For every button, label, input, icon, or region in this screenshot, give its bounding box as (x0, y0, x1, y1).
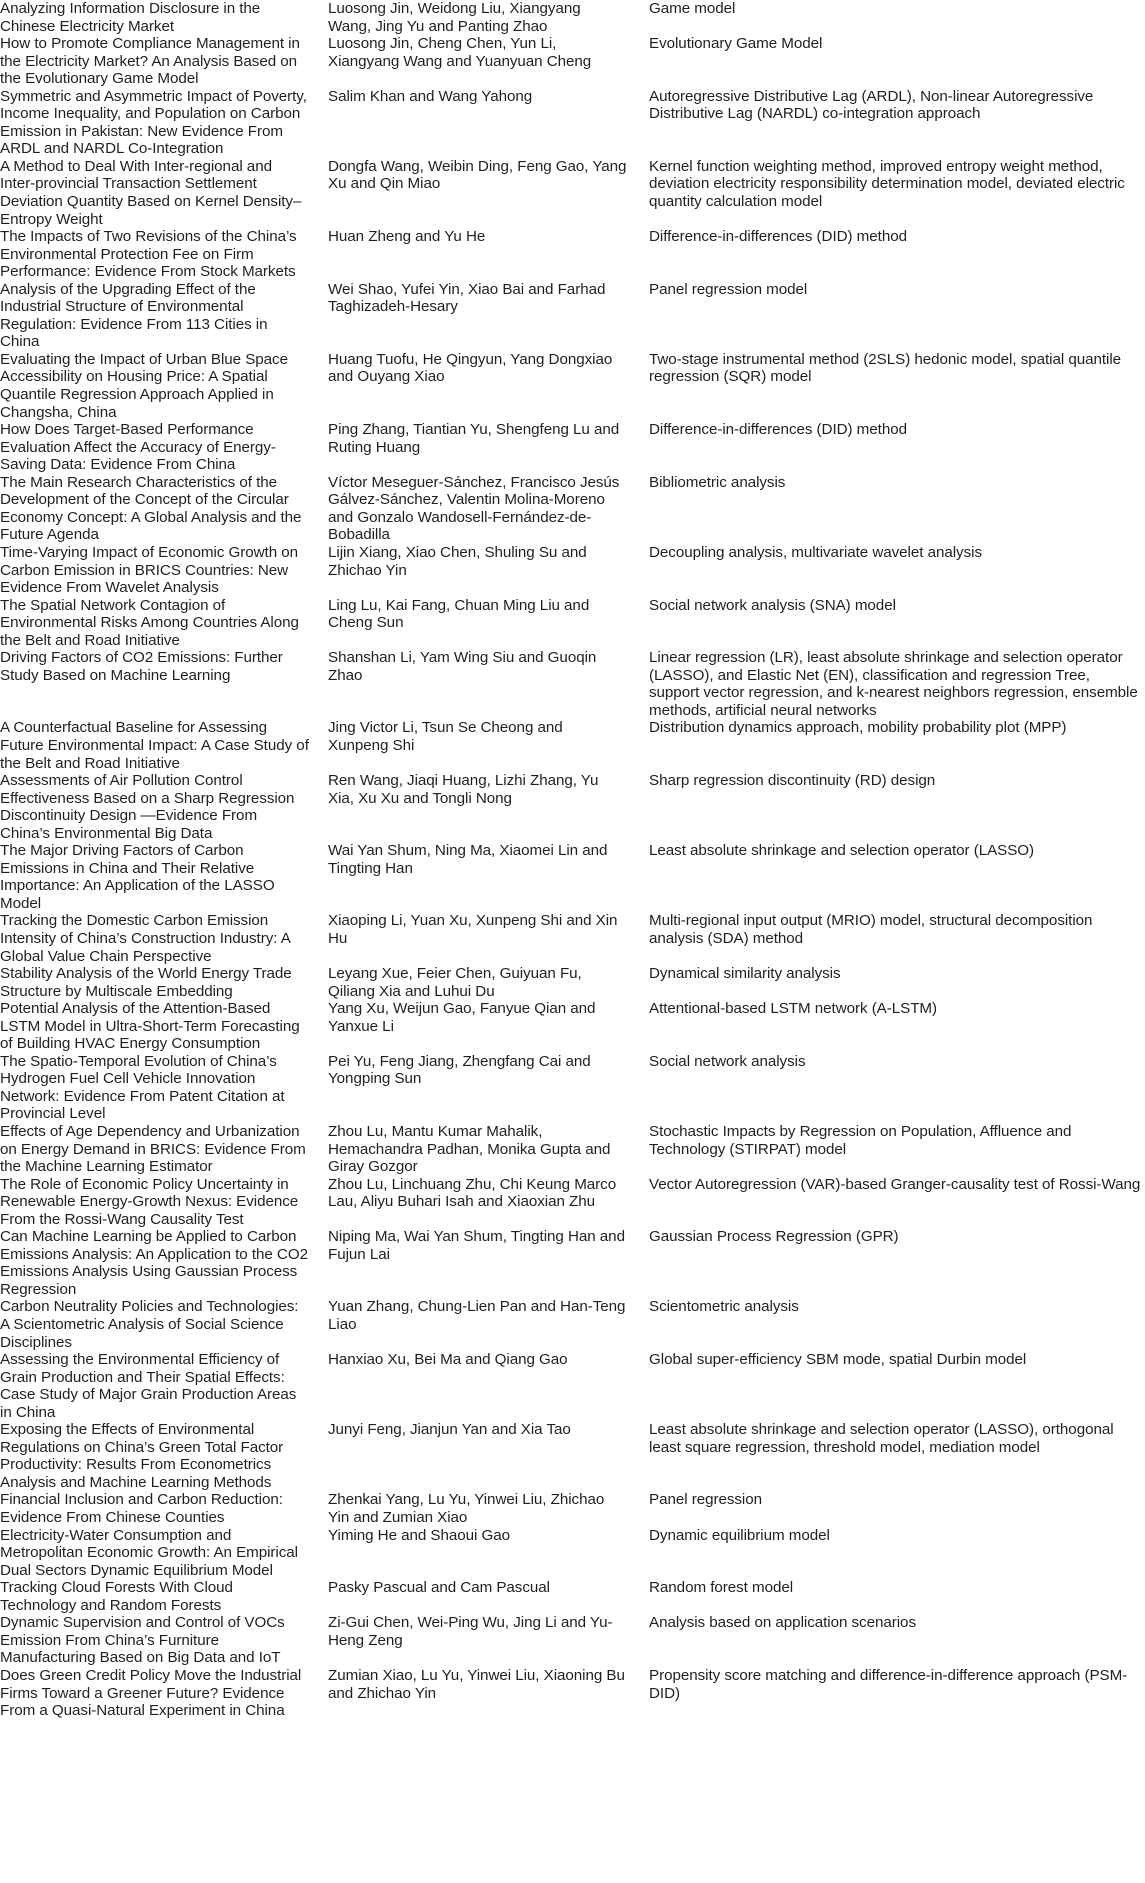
cell-method (649, 474, 1145, 544)
table-row (0, 1614, 1145, 1667)
cell-paper-title (0, 474, 322, 544)
method-text: Attentional-based LSTM network (A-LSTM) (649, 1000, 938, 1018)
cell-method (649, 1298, 1145, 1351)
cell-method (649, 351, 1145, 421)
cell-paper-title (0, 1614, 322, 1667)
cell-method (649, 1053, 1145, 1123)
cell-method (649, 1228, 1145, 1298)
cell-method (649, 35, 1145, 88)
authors-text: Yuan Zhang, Chung-Lien Pan and Han-Teng Liao (328, 1298, 630, 1334)
cell-paper-title (0, 281, 322, 351)
paper-title-text: Electricity-Water Consumption and Metropolitan Economic Growth: An Empirical Dual Sectors Dynamic Equilibrium Model (0, 1526, 303, 1579)
method-text: Two-stage instrumental method (2SLS) hedonic model, spatial quantile regression (SQR) model (649, 350, 1126, 386)
paper-title-text: A Counterfactual Baseline for Assessing Future Environmental Impact: A Case Study of the Belt and Road Initiative (0, 719, 314, 772)
authors-text: Pasky Pascual and Cam Pascual (328, 1579, 550, 1597)
cell-authors (328, 158, 643, 228)
cell-method (649, 965, 1145, 1000)
method-text: Social network analysis (SNA) model (649, 596, 896, 614)
paper-title-text: The Main Research Characteristics of the Development of the Concept of the Circular Economy Concept: A Global Analysis and the Future Agenda (0, 473, 306, 544)
authors-text: Wai Yan Shum, Ning Ma, Xiaomei Lin and Tingting Han (328, 842, 612, 877)
paper-title-text: Assessments of Air Pollution Control Effectiveness Based on a Sharp Regression Discontinuity Design —Evidence From China’s Environmental Big Data (0, 772, 299, 842)
cell-authors (328, 719, 643, 772)
paper-title-text: The Impacts of Two Revisions of the China’s Environmental Protection Fee on Firm Performance: Evidence From Stock Markets (0, 228, 301, 281)
method-text: Stochastic Impacts by Regression on Population, Affluence and Technology (STIRPAT) model (649, 1123, 1076, 1158)
cell-authors (328, 772, 643, 842)
paper-title-text: How to Promote Compliance Management in the Electricity Market? An Analysis Based on the Evolutionary Game Model (0, 35, 305, 88)
authors-text: Yang Xu, Weijun Gao, Fanyue Qian and Yanxue Li (328, 1000, 600, 1035)
paper-title-text: Can Machine Learning be Applied to Carbon Emissions Analysis: An Application to the CO2 Emissions Analysis Using Gaussian Process Regression (0, 1228, 313, 1298)
table-row (0, 0, 1145, 35)
authors-text: Salim Khan and Wang Yahong (328, 87, 533, 105)
paper-title-text: Symmetric and Asymmetric Impact of Poverty, Income Inequality, and Population on Carbon Emission in Pakistan: New Evidence From ARDL and NARDL Co-Integration (0, 87, 312, 158)
table-row (0, 228, 1145, 281)
cell-authors (328, 1000, 643, 1053)
method-text: Kernel function weighting method, improved entropy weight method, deviation electricity responsibility determination model, deviated electric quantity calculation model (649, 157, 1129, 211)
cell-method (649, 1421, 1145, 1491)
cell-authors (328, 1579, 643, 1614)
authors-text: Zhenkai Yang, Lu Yu, Yinwei Liu, Zhichao Yin and Zumian Xiao (328, 1491, 609, 1527)
authors-text: Ren Wang, Jiaqi Huang, Lizhi Zhang, Yu Xia, Xu Xu and Tongli Nong (328, 772, 603, 807)
authors-text: Zhou Lu, Linchuang Zhu, Chi Keung Marco Lau, Aliyu Buhari Isah and Xiaoxian Zhu (328, 1175, 621, 1211)
table-row (0, 1123, 1145, 1176)
cell-paper-title (0, 421, 322, 474)
method-text: Scientometric analysis (649, 1298, 799, 1316)
cell-paper-title (0, 544, 322, 597)
cell-authors (328, 474, 643, 544)
authors-text: Dongfa Wang, Weibin Ding, Feng Gao, Yang Xu and Qin Miao (328, 157, 631, 193)
cell-authors (328, 1491, 643, 1526)
cell-method (649, 158, 1145, 228)
method-text: Game model (649, 0, 736, 17)
cell-paper-title (0, 1000, 322, 1053)
cell-paper-title (0, 1228, 322, 1298)
cell-method (649, 281, 1145, 351)
table-row (0, 88, 1145, 158)
authors-text: Víctor Meseguer-Sánchez, Francisco Jesús Gálvez-Sánchez, Valentin Molina-Moreno and Gonzalo Wandosell-Fernández-de-Bobadilla (328, 473, 624, 544)
cell-paper-title (0, 1298, 322, 1351)
cell-method (649, 1614, 1145, 1667)
authors-text: Yiming He and Shaoui Gao (328, 1526, 511, 1544)
authors-text: Hanxiao Xu, Bei Ma and Qiang Gao (328, 1351, 568, 1369)
cell-authors (328, 1228, 643, 1298)
authors-text: Ling Lu, Kai Fang, Chuan Ming Liu and Cheng Sun (328, 596, 594, 632)
cell-paper-title (0, 1421, 322, 1491)
paper-title-text: The Major Driving Factors of Carbon Emissions in China and Their Relative Importance: An Application of the LASSO Model (0, 842, 279, 912)
authors-text: Lijin Xiang, Xiao Chen, Shuling Su and Zhichao Yin (328, 543, 591, 579)
paper-title-text: Analysis of the Upgrading Effect of the Industrial Structure of Environmental Regulation: Evidence From 113 Cities in China (0, 280, 272, 351)
table-row (0, 158, 1145, 228)
authors-text: Niping Ma, Wai Yan Shum, Tingting Han and Fujun Lai (328, 1228, 630, 1263)
cell-authors (328, 1421, 643, 1491)
cell-authors (328, 1614, 643, 1667)
cell-authors (328, 351, 643, 421)
paper-title-text: Effects of Age Dependency and Urbanization on Energy Demand in BRICS: Evidence From the Machine Learning Estimator (0, 1123, 310, 1176)
cell-paper-title (0, 158, 322, 228)
authors-text: Xiaoping Li, Yuan Xu, Xunpeng Shi and Xin Hu (328, 912, 622, 947)
paper-title-text: Tracking the Domestic Carbon Emission Intensity of China’s Construction Industry: A Global Value Chain Perspective (0, 912, 295, 965)
cell-paper-title (0, 1667, 322, 1720)
paper-title-text: A Method to Deal With Inter-regional and Inter-provincial Transaction Settlement Deviation Quantity Based on Kernel Density–Entropy Weight (0, 157, 302, 228)
method-text: Panel regression model (649, 280, 808, 298)
table-row (0, 1527, 1145, 1580)
authors-text: Shanshan Li, Yam Wing Siu and Guoqin Zhao (328, 649, 601, 684)
authors-text: Ping Zhang, Tiantian Yu, Shengfeng Lu and Ruting Huang (328, 421, 624, 456)
table-row (0, 474, 1145, 544)
cell-authors (328, 88, 643, 158)
cell-method (649, 1667, 1145, 1720)
cell-authors (328, 35, 643, 88)
cell-authors (328, 0, 643, 35)
cell-method (649, 1176, 1145, 1229)
method-text: Evolutionary Game Model (649, 35, 823, 53)
paper-title-text: Driving Factors of CO2 Emissions: Further Study Based on Machine Learning (0, 649, 287, 684)
method-text: Autoregressive Distributive Lag (ARDL), Non-linear Autoregressive Distributive Lag (NARDL) co-integration approach (649, 87, 1098, 123)
method-text: Difference-in-differences (DID) method (649, 228, 907, 246)
paper-title-text: The Spatial Network Contagion of Environmental Risks Among Countries Along the Belt and Road Initiative (0, 596, 304, 649)
cell-authors (328, 649, 643, 719)
cell-method (649, 1491, 1145, 1526)
cell-method (649, 1123, 1145, 1176)
authors-text: Zumian Xiao, Lu Yu, Yinwei Liu, Xiaoning Bu and Zhichao Yin (328, 1666, 630, 1702)
cell-paper-title (0, 965, 322, 1000)
paper-title-text: Carbon Neutrality Policies and Technologies: A Scientometric Analysis of Social Science Disciplines (0, 1298, 302, 1351)
cell-paper-title (0, 0, 322, 35)
paper-title-text: Tracking Cloud Forests With Cloud Technology and Random Forests (0, 1579, 237, 1614)
paper-title-text: Exposing the Effects of Environmental Regulations on China’s Green Total Factor Productivity: Results From Econometrics Analysis and Machine Learning Methods (0, 1421, 288, 1491)
cell-authors (328, 281, 643, 351)
paper-title-text: Time-Varying Impact of Economic Growth on Carbon Emission in BRICS Countries: New Evidence From Wavelet Analysis (0, 543, 303, 597)
paper-title-text: The Role of Economic Policy Uncertainty in Renewable Energy-Growth Nexus: Evidence From the Rossi-Wang Causality Test (0, 1175, 303, 1228)
cell-authors (328, 965, 643, 1000)
table-row (0, 1579, 1145, 1614)
paper-title-text: How Does Target-Based Performance Evaluation Affect the Accuracy of Energy-Saving Data: Evidence From China (0, 421, 276, 474)
table-row (0, 421, 1145, 474)
cell-authors (328, 597, 643, 650)
authors-text: Huan Zheng and Yu He (328, 228, 486, 246)
method-text: Difference-in-differences (DID) method (649, 421, 907, 439)
cell-method (649, 772, 1145, 842)
table-row (0, 544, 1145, 597)
method-text: Panel regression (649, 1491, 763, 1509)
table-row (0, 1000, 1145, 1053)
cell-paper-title (0, 1053, 322, 1123)
authors-text: Leyang Xue, Feier Chen, Guiyuan Fu, Qiliang Xia and Luhui Du (328, 965, 586, 1000)
cell-authors (328, 1298, 643, 1351)
method-text: Global super-efficiency SBM mode, spatial Durbin model (649, 1351, 1027, 1369)
table-row (0, 281, 1145, 351)
cell-paper-title (0, 88, 322, 158)
table-row (0, 1491, 1145, 1526)
cell-method (649, 88, 1145, 158)
authors-text: Wei Shao, Yufei Yin, Xiao Bai and Farhad Taghizadeh-Hesary (328, 280, 610, 316)
cell-method (649, 719, 1145, 772)
cell-paper-title (0, 351, 322, 421)
method-text: Distribution dynamics approach, mobility probability plot (MPP) (649, 719, 1067, 737)
cell-method (649, 842, 1145, 912)
paper-title-text: Analyzing Information Disclosure in the Chinese Electricity Market (0, 0, 265, 35)
authors-text: Zi-Gui Chen, Wei-Ping Wu, Jing Li and Yu-Heng Zeng (328, 1614, 613, 1649)
table-row (0, 597, 1145, 650)
table-row (0, 1351, 1145, 1421)
cell-paper-title (0, 35, 322, 88)
cell-paper-title (0, 772, 322, 842)
authors-text: Pei Yu, Feng Jiang, Zhengfang Cai and Yongping Sun (328, 1052, 595, 1088)
cell-method (649, 544, 1145, 597)
cell-method (649, 649, 1145, 719)
table-row (0, 842, 1145, 912)
table-row (0, 351, 1145, 421)
table-row (0, 35, 1145, 88)
cell-authors (328, 228, 643, 281)
table-row (0, 965, 1145, 1000)
paper-title-text: Evaluating the Impact of Urban Blue Space Accessibility on Housing Price: A Spatial Quantile Regression Approach Applied in Changsha, China (0, 350, 292, 421)
table-row (0, 772, 1145, 842)
authors-text: Junyi Feng, Jianjun Yan and Xia Tao (328, 1421, 571, 1439)
method-text: Social network analysis (649, 1052, 806, 1070)
paper-title-text: The Spatio-Temporal Evolution of China’s Hydrogen Fuel Cell Vehicle Innovation Network: Evidence From Patent Citation at Provincial Level (0, 1052, 289, 1123)
table-row (0, 1228, 1145, 1298)
table-row (0, 1667, 1145, 1720)
cell-paper-title (0, 1351, 322, 1421)
cell-method (649, 1527, 1145, 1580)
cell-method (649, 1579, 1145, 1614)
authors-text: Luosong Jin, Cheng Chen, Yun Li, Xiangyang Wang and Yuanyuan Cheng (328, 35, 592, 70)
method-text: Gaussian Process Regression (GPR) (649, 1228, 899, 1246)
cell-paper-title (0, 1579, 322, 1614)
method-text: Bibliometric analysis (649, 473, 786, 491)
cell-paper-title (0, 228, 322, 281)
method-text: Least absolute shrinkage and selection operator (LASSO), orthogonal least square regression, threshold model, mediation model (649, 1421, 1118, 1456)
cell-authors (328, 1053, 643, 1123)
cell-method (649, 421, 1145, 474)
method-text: Propensity score matching and difference-in-difference approach (PSM-DID) (649, 1666, 1128, 1702)
method-text: Dynamical similarity analysis (649, 965, 841, 983)
authors-text: Luosong Jin, Weidong Liu, Xiangyang Wang, Jing Yu and Panting Zhao (328, 0, 585, 35)
table-row (0, 719, 1145, 772)
table-row (0, 1053, 1145, 1123)
cell-authors (328, 842, 643, 912)
cell-authors (328, 1351, 643, 1421)
cell-paper-title (0, 597, 322, 650)
method-text: Linear regression (LR), least absolute shrinkage and selection operator (LASSO), and Elastic Net (EN), classification and regression Tree, support vector regression, and k-nearest neighbors regression, ensemble methods, artificial neural networks (649, 649, 1142, 719)
method-text: Least absolute shrinkage and selection operator (LASSO) (649, 842, 1035, 860)
cell-authors (328, 1667, 643, 1720)
table-row (0, 649, 1145, 719)
paper-title-text: Assessing the Environmental Efficiency of Grain Production and Their Spatial Effects: Case Study of Major Grain Production Areas in China (0, 1351, 301, 1421)
cell-authors (328, 544, 643, 597)
cell-authors (328, 421, 643, 474)
cell-method (649, 597, 1145, 650)
method-text: Vector Autoregression (VAR)-based Granger-causality test of Rossi-Wang (649, 1175, 1141, 1193)
authors-text: Zhou Lu, Mantu Kumar Mahalik, Hemachandra Padhan, Monika Gupta and Giray Gozgor (328, 1123, 615, 1176)
cell-paper-title (0, 1491, 322, 1526)
table-row (0, 1298, 1145, 1351)
authors-text: Huang Tuofu, He Qingyun, Yang Dongxiao and Ouyang Xiao (328, 350, 617, 386)
cell-paper-title (0, 912, 322, 965)
cell-authors (328, 1123, 643, 1176)
table-row (0, 1421, 1145, 1491)
cell-paper-title (0, 1123, 322, 1176)
method-text: Multi-regional input output (MRIO) model, structural decomposition analysis (SDA) method (649, 912, 1097, 947)
cell-paper-title (0, 719, 322, 772)
cell-method (649, 1000, 1145, 1053)
cell-paper-title (0, 1176, 322, 1229)
method-text: Random forest model (649, 1579, 794, 1597)
table-row (0, 1176, 1145, 1229)
cell-method (649, 1351, 1145, 1421)
cell-method (649, 228, 1145, 281)
method-text: Dynamic equilibrium model (649, 1526, 830, 1544)
paper-title-text: Does Green Credit Policy Move the Industrial Firms Toward a Greener Future? Evidence From a Quasi-Natural Experiment in China (0, 1666, 306, 1720)
paper-title-text: Dynamic Supervision and Control of VOCs Emission From China’s Furniture Manufacturing Based on Big Data and IoT (0, 1614, 289, 1667)
method-text: Analysis based on application scenarios (649, 1614, 916, 1632)
cell-authors (328, 1176, 643, 1229)
table-row (0, 912, 1145, 965)
cell-paper-title (0, 649, 322, 719)
cell-method (649, 912, 1145, 965)
authors-text: Jing Victor Li, Tsun Se Cheong and Xunpeng Shi (328, 719, 567, 754)
cell-paper-title (0, 842, 322, 912)
paper-title-text: Stability Analysis of the World Energy Trade Structure by Multiscale Embedding (0, 965, 296, 1000)
method-text: Decoupling analysis, multivariate wavelet analysis (649, 543, 982, 561)
paper-title-text: Potential Analysis of the Attention-Based LSTM Model in Ultra-Short-Term Forecasting of Building HVAC Energy Consumption (0, 1000, 304, 1053)
cell-method (649, 0, 1145, 35)
cell-authors (328, 912, 643, 965)
paper-title-text: Financial Inclusion and Carbon Reduction: Evidence From Chinese Counties (0, 1491, 288, 1527)
cell-authors (328, 1527, 643, 1580)
method-text: Sharp regression discontinuity (RD) design (649, 772, 936, 790)
cell-paper-title (0, 1527, 322, 1580)
